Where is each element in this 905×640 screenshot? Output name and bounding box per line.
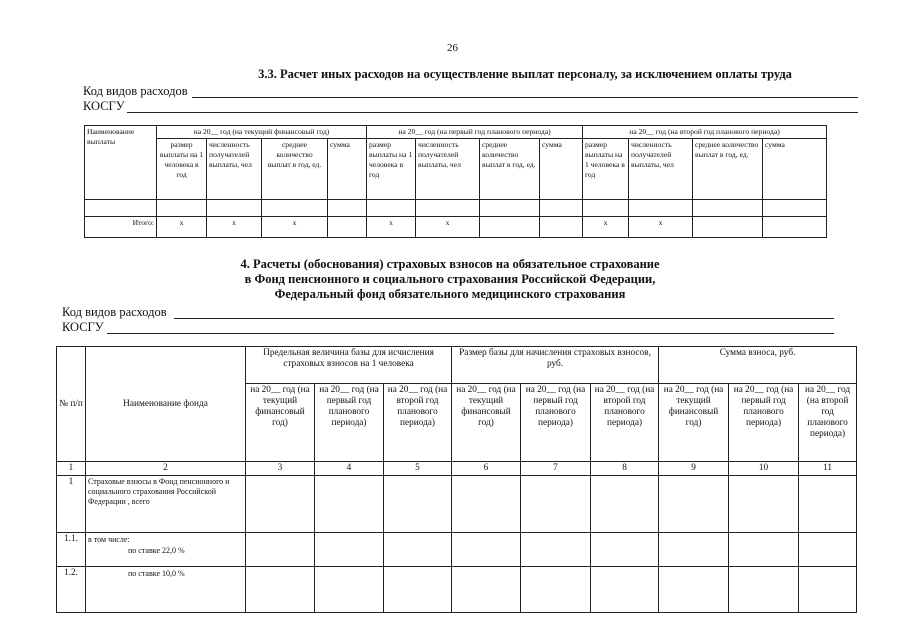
header-current-year: на 20__ год (на текущий финансовый год)	[452, 384, 521, 462]
empty-cell	[384, 476, 452, 533]
header-recipients: численность получателей выплаты, чел	[207, 139, 262, 199]
empty-cell	[328, 199, 367, 217]
header-sum: сумма	[328, 139, 367, 199]
col-number: 5	[384, 462, 452, 476]
empty-cell	[480, 217, 540, 238]
fund-name	[86, 533, 246, 567]
x-mark: x	[207, 217, 262, 238]
header-avg-count: среднее количество выплат в год, ед.	[262, 139, 328, 199]
fund-name: Страховые взносы в Фонд пенсионного и социального страхования Российской Федерации , всего	[86, 476, 246, 533]
section-4-title-line1: 4. Расчеты (обоснования) страховых взносов на обязательное страхование	[240, 257, 660, 271]
header-second-plan-year: на 20__ год (на второй год планового периода)	[799, 384, 857, 462]
empty-cell	[591, 533, 659, 567]
empty-cell	[693, 199, 763, 217]
empty-cell	[452, 533, 521, 567]
empty-cell	[315, 533, 384, 567]
header-recipients: численность получателей выплаты, чел	[629, 139, 693, 199]
col-number: 4	[315, 462, 384, 476]
expense-code-label-2: Код видов расходов	[62, 305, 167, 319]
empty-cell	[246, 476, 315, 533]
empty-cell	[583, 199, 629, 217]
empty-cell	[480, 199, 540, 217]
table-row	[57, 533, 857, 567]
rate-label: по ставке 22,0 %	[128, 546, 185, 555]
header-current-year: на 20__ год (на текущий финансовый год)	[659, 384, 729, 462]
row-number: 1.2.	[57, 567, 86, 613]
col-number: 8	[591, 462, 659, 476]
col-number: 7	[521, 462, 591, 476]
header-sum: сумма	[540, 139, 583, 199]
kosgu-label: КОСГУ	[83, 99, 125, 113]
col-number: 1	[57, 462, 86, 476]
header-first-plan-year: на 20__ год (на первый год планового периода)	[315, 384, 384, 462]
x-mark: x	[583, 217, 629, 238]
row-number: 1.1.	[57, 533, 86, 567]
empty-cell	[262, 199, 328, 217]
empty-cell	[659, 533, 729, 567]
col-number: 9	[659, 462, 729, 476]
empty-cell	[85, 199, 157, 217]
header-base-size: Размер базы для начисления страховых взносов, руб.	[452, 347, 659, 384]
empty-cell	[416, 199, 480, 217]
header-sum: сумма	[763, 139, 827, 199]
empty-cell	[207, 199, 262, 217]
row-number: 1	[57, 476, 86, 533]
empty-cell	[729, 533, 799, 567]
empty-cell	[763, 199, 827, 217]
header-num: № п/п	[57, 347, 86, 462]
x-mark: x	[416, 217, 480, 238]
header-first-plan-year: на 20__ год (на первый год планового периода)	[367, 126, 583, 139]
table-row	[57, 567, 857, 613]
empty-cell	[246, 567, 315, 613]
row-caption: в том числе:	[88, 535, 130, 544]
expense-code-label: Код видов расходов	[83, 84, 188, 98]
empty-cell	[521, 567, 591, 613]
expense-code-line-2	[174, 318, 834, 319]
empty-cell	[540, 217, 583, 238]
page-number: 26	[447, 42, 458, 54]
header-payment-size: размер выплаты на 1 человека в год	[367, 139, 416, 199]
expense-code-line	[192, 97, 858, 98]
header-payment-name: Наименование выплаты	[85, 126, 157, 200]
header-avg-count: среднее количество выплат в год, ед.	[480, 139, 540, 199]
fund-name	[86, 567, 246, 613]
payments-table	[84, 125, 827, 238]
col-number: 2	[86, 462, 246, 476]
header-fund-name: Наименование фонда	[86, 347, 246, 462]
empty-cell	[591, 476, 659, 533]
empty-cell	[693, 217, 763, 238]
header-payment-size: размер выплаты на 1 человека в год	[583, 139, 629, 199]
empty-cell	[384, 533, 452, 567]
header-second-plan-year: на 20__ год (на второй год планового периода)	[583, 126, 827, 139]
kosgu-line-2	[107, 333, 834, 334]
empty-cell	[799, 476, 857, 533]
header-current-year: на 20__ год (на текущий финансовый год)	[157, 126, 367, 139]
col-number: 6	[452, 462, 521, 476]
empty-cell	[729, 567, 799, 613]
empty-cell	[367, 199, 416, 217]
header-contribution-sum: Сумма взноса, руб.	[659, 347, 857, 384]
empty-cell	[315, 476, 384, 533]
rate-label: по ставке 10,0 %	[128, 569, 185, 578]
empty-cell	[521, 533, 591, 567]
section-4-title-line3: Федеральный фонд обязательного медицинского страхования	[274, 287, 626, 301]
empty-cell	[452, 567, 521, 613]
empty-cell	[521, 476, 591, 533]
section-4-title-line2: в Фонд пенсионного и социального страхования Российской Федерации,	[244, 272, 656, 286]
empty-cell	[384, 567, 452, 613]
empty-cell	[729, 476, 799, 533]
header-second-plan-year: на 20__ год (на второй год планового периода)	[384, 384, 452, 462]
header-payment-size: размер выплаты на 1 человека в год	[157, 139, 207, 199]
empty-cell	[659, 567, 729, 613]
x-mark: x	[367, 217, 416, 238]
col-number: 3	[246, 462, 315, 476]
header-first-plan-year: на 20__ год (на первый год планового периода)	[729, 384, 799, 462]
col-number: 10	[729, 462, 799, 476]
col-number: 11	[799, 462, 857, 476]
empty-cell	[246, 533, 315, 567]
kosgu-line	[127, 112, 858, 113]
header-first-plan-year: на 20__ год (на первый год планового периода)	[521, 384, 591, 462]
table-row	[57, 476, 857, 533]
header-avg-count: среднее количество выплат в год, ед.	[693, 139, 763, 199]
header-second-plan-year: на 20__ год (на второй год планового периода)	[591, 384, 659, 462]
header-recipients: численность получателей выплаты, чел	[416, 139, 480, 199]
empty-cell	[799, 567, 857, 613]
empty-cell	[629, 199, 693, 217]
empty-cell	[315, 567, 384, 613]
x-mark: x	[157, 217, 207, 238]
empty-cell	[157, 199, 207, 217]
empty-cell	[540, 199, 583, 217]
x-mark: x	[629, 217, 693, 238]
header-max-base: Предельная величина базы для исчисления страховых взносов на 1 человека	[246, 347, 452, 384]
empty-cell	[659, 476, 729, 533]
header-current-year: на 20__ год (на текущий финансовый год)	[246, 384, 315, 462]
empty-cell	[328, 217, 367, 238]
empty-cell	[452, 476, 521, 533]
empty-cell	[799, 533, 857, 567]
insurance-table	[56, 346, 857, 613]
x-mark: x	[262, 217, 328, 238]
empty-cell	[591, 567, 659, 613]
empty-cell	[763, 217, 827, 238]
total-label: Итого:	[85, 217, 157, 238]
kosgu-label-2: КОСГУ	[62, 320, 104, 334]
section-3-3-title: 3.3. Расчет иных расходов на осуществление выплат персоналу, за исключением оплаты труда	[258, 67, 792, 81]
